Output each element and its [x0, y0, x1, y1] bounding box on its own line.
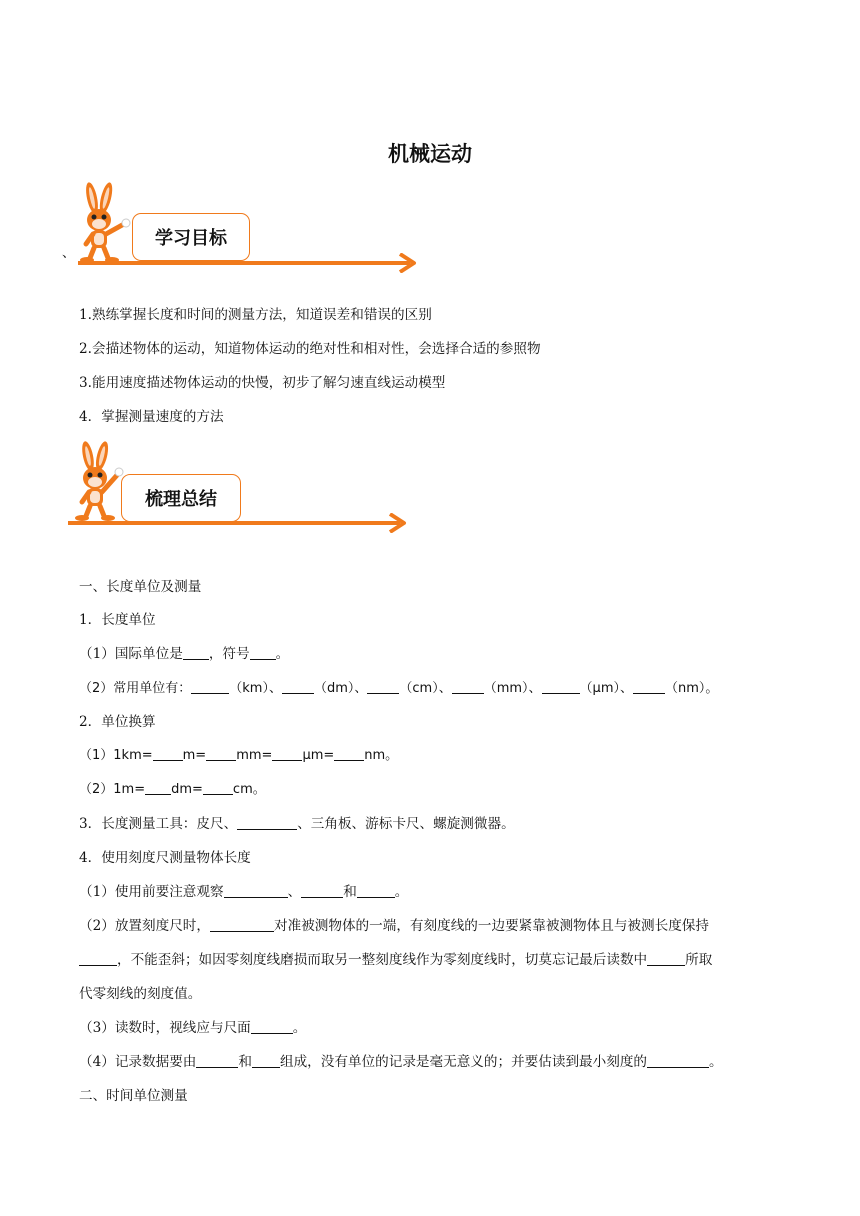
arrow-icon [68, 513, 424, 533]
goal-item: 1.熟练掌握长度和时间的测量方法，知道误差和错误的区别 [79, 307, 432, 323]
subheading: 1．长度单位 [79, 612, 156, 628]
fill-line: 代零刻线的刻度值。 [79, 986, 202, 1002]
arrow-icon [78, 253, 434, 273]
section-header-summary [62, 440, 422, 530]
section-header-goals [62, 180, 422, 270]
subheading: 2．单位换算 [79, 714, 156, 730]
fill-line: （3）读数时，视线应与尺面 。 [79, 1020, 307, 1036]
section-label-summary: 梳理总结 [121, 474, 241, 522]
fill-line: （4）记录数据要由 和 组成，没有单位的记录是毫无意义的；并要估读到最小刻度的 。 [79, 1054, 723, 1070]
page-title: 机械运动 [388, 142, 472, 166]
subheading: 4．使用刻度尺测量物体长度 [79, 850, 251, 866]
goal-item: 3.能用速度描述物体运动的快慢，初步了解匀速直线运动模型 [79, 375, 446, 391]
fill-line: 3．长度测量工具：皮尺、 、三角板、游标卡尺、螺旋测微器。 [79, 816, 515, 832]
fill-line: （1）国际单位是 ，符号 。 [79, 646, 290, 662]
fill-line: （1）使用前要注意观察 、 和 。 [79, 884, 409, 900]
goal-item: 2.会描述物体的运动，知道物体运动的绝对性和相对性，会选择合适的参照物 [79, 341, 541, 357]
fill-line: （2）常用单位有： （km）、 （dm）、 （cm）、 （mm）、 （μm）、 （nm）。 [79, 681, 719, 696]
heading-length: 一、长度单位及测量 [79, 579, 202, 595]
section-prefix: 、 [62, 246, 76, 261]
section-label-goals: 学习目标 [132, 213, 250, 261]
fill-line: （2）1m= dm= cm。 [79, 782, 266, 797]
goal-item: 4．掌握测量速度的方法 [79, 409, 224, 425]
heading-time: 二、时间单位测量 [79, 1088, 188, 1104]
fill-line: （2）放置刻度尺时， 对准被测物体的一端，有刻度线的一边要紧靠被测物体且与被测长度保持 [79, 918, 709, 934]
fill-line: （1）1km= m= mm= μm= nm。 [79, 748, 399, 763]
fill-line: ，不能歪斜；如因零刻度线磨损而取另一整刻度线作为零刻度线时，切莫忘记最后读数中 所取 [79, 950, 712, 970]
